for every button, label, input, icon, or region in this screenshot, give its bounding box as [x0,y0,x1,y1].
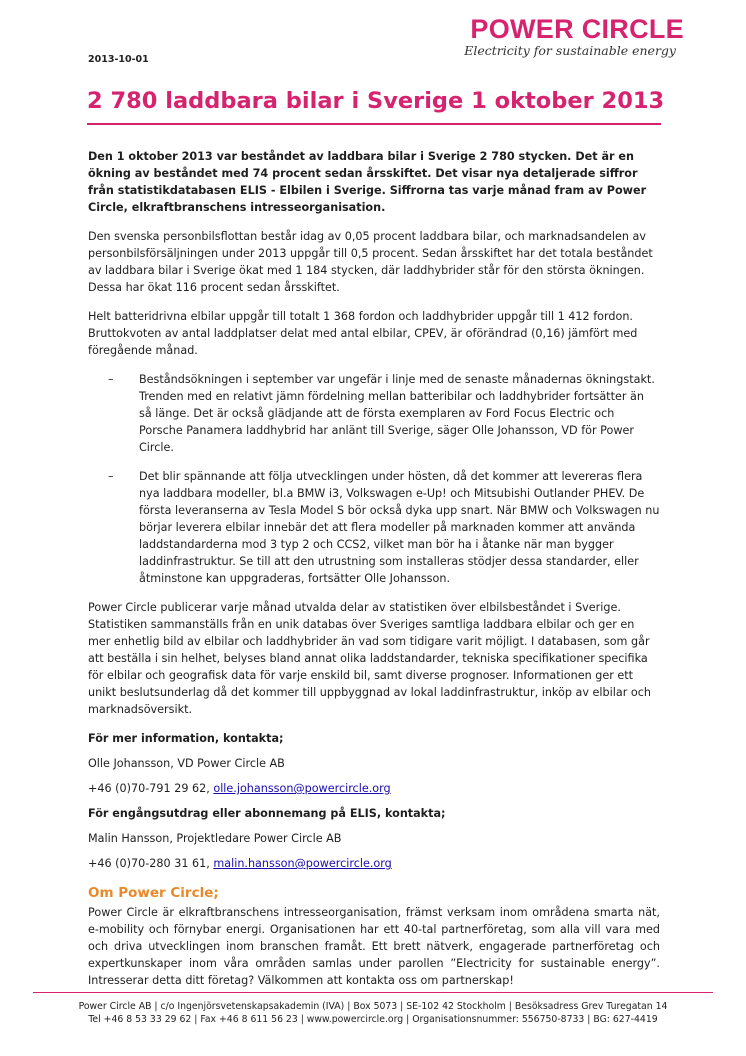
logo-tagline: Electricity for sustainable energy [464,43,676,58]
title-divider [87,123,661,125]
quote-item [88,468,660,587]
email-link-2[interactable]: malin.hansson@powercircle.org [213,857,392,870]
logo-name: POWER CIRCLE [470,14,684,44]
power-circle-logo [464,14,684,58]
footer-contact: Tel +46 8 53 33 29 62 | Fax +46 8 611 56 23 | www.powercircle.org | Organisationsnummer: 556750-8733 | BG: 627-4419 [88,1014,658,1025]
phone-2-text: +46 (0)70-280 31 61, [88,857,214,870]
paragraph-vehicle-counts: Helt batteridrivna elbilar uppgår till totalt 1 368 fordon och laddhybrider uppgår till 1 412 fordon. Bruttokvoten av antal laddplatser delat med antal elbilar, CPEV, är oförändrad (0,16) jämfört med föregående månad. [88,310,638,357]
contact-elis-heading: För engångsutdrag eller abonnemang på ELIS, kontakta; [88,807,446,820]
lead-paragraph: Den 1 oktober 2013 var beståndet av laddbara bilar i Sverige 2 780 stycken. Det är en ökning av beståndet med 74 procent sedan årsskiftet. Det visar nya detaljerade siffror från statistikdatabasen ELIS - Elbilen i Sverige. Siffrorna tas varje månad fram av Power Circle, elkraftbranschens intresseorganisation. [88,150,647,214]
page-title: 2 780 laddbara bilar i Sverige 1 oktober 2013 [87,88,665,114]
phone-1-text: +46 (0)70-791 29 62, [88,782,214,795]
quote-text: Beståndsökningen i september var ungefär i linje med de senaste månadernas ökningstakt. Trenden med en relativt jämn fördelning mellan batteribilar och laddhybrider fortsätter än så länge. Det är också glädjande att de första exemplaren av Ford Focus Electric och Porsche Panamera laddhybrid har anlänt till Sverige, säger Olle Johansson, VD för Power Circle. [139,373,655,454]
document-body [88,148,660,989]
paragraph-statistics: Power Circle publicerar varje månad utvalda delar av statistiken över elbilsbeståndet i Sverige. Statistiken sammanställs från en unik databas över Sveriges samtliga laddbara elbilar och ger en mer enhetlig bild av elbilar och laddhybrider än vad som tidigare varit möjligt. I databasen, som går att beställa i sin helhet, belyses bland annat olika laddstandarder, tekniska specifikationer specifika för elbilar och geografisk data för varje enskild bil, samt diverse prognoser. Informationen ger ett unikt beslutsunderlag då det kommer till uppbyggnad av lokal laddinfrastruktur, inköp av elbilar och marknadsöversikt. [88,601,651,716]
contact-phone-2 [88,855,660,872]
quote-dash: – [108,373,114,386]
about-text: Power Circle är elkraftbranschens intresseorganisation, främst verksam inom områdena smarta nät, e-mobility och förnybar energi. Organisationen har ett 40-tal partnerföretag, som alla vill vara med och driva utvecklingen inom branschen framåt. Ett brett nätverk, engagerade partnerföretag och expertkunskaper inom våra områden samlas under parollen ”Electricity for sustainable energy”. Intresserar detta ditt företag? Välkommen att kontakta oss om partnerskap! [88,906,660,987]
contact-person-1: Olle Johansson, VD Power Circle AB [88,757,285,770]
footer-divider [33,992,713,993]
about-heading: Om Power Circle; [88,885,219,901]
quote-text: Det blir spännande att följa utvecklingen under hösten, då det kommer att levereras flera nya laddbara modeller, bl.a BMW i3, Volkswagen e-Up! och Mitsubishi Outlander PHEV. De första leveranserna av Tesla Model S bör också dyka upp snart. När BMW och Volkswagen nu börjar leverera elbilar innebär det att flera modeller på marknaden kommer att använda laddstandarderna mod 3 typ 2 och CCS2, vilket man bör ha i åtanke när man bygger laddinfrastruktur. Se till att den utrustning som installeras stödjer dessa standarder, eller åtminstone kan uppgraderas, fortsätter Olle Johansson. [139,470,660,585]
contact-person-2: Malin Hansson, Projektledare Power Circle AB [88,832,342,845]
contact-info-heading: För mer information, kontakta; [88,732,284,745]
contact-phone-1 [88,780,660,797]
email-link-1[interactable]: olle.johansson@powercircle.org [213,782,391,795]
quote-item [88,371,660,456]
footer [0,1000,746,1026]
footer-address: Power Circle AB | c/o Ingenjörsvetenskapsakademin (IVA) | Box 5073 | SE-102 42 Stockholm | Besöksadress Grev Turegatan 14 [78,1001,668,1012]
paragraph-market-share: Den svenska personbilsflottan består idag av 0,05 procent laddbara bilar, och marknadsandelen av personbilsförsäljningen under 2013 uppgår till 0,5 procent. Sedan årsskiftet har det totala beståndet av laddbara bilar i Sverige ökat med 1 184 stycken, där laddhybrider står för den största ökningen. Dessa har ökat 116 procent sedan årsskiftet. [88,230,653,294]
quote-dash: – [108,470,114,483]
document-date: 2013-10-01 [88,54,149,65]
